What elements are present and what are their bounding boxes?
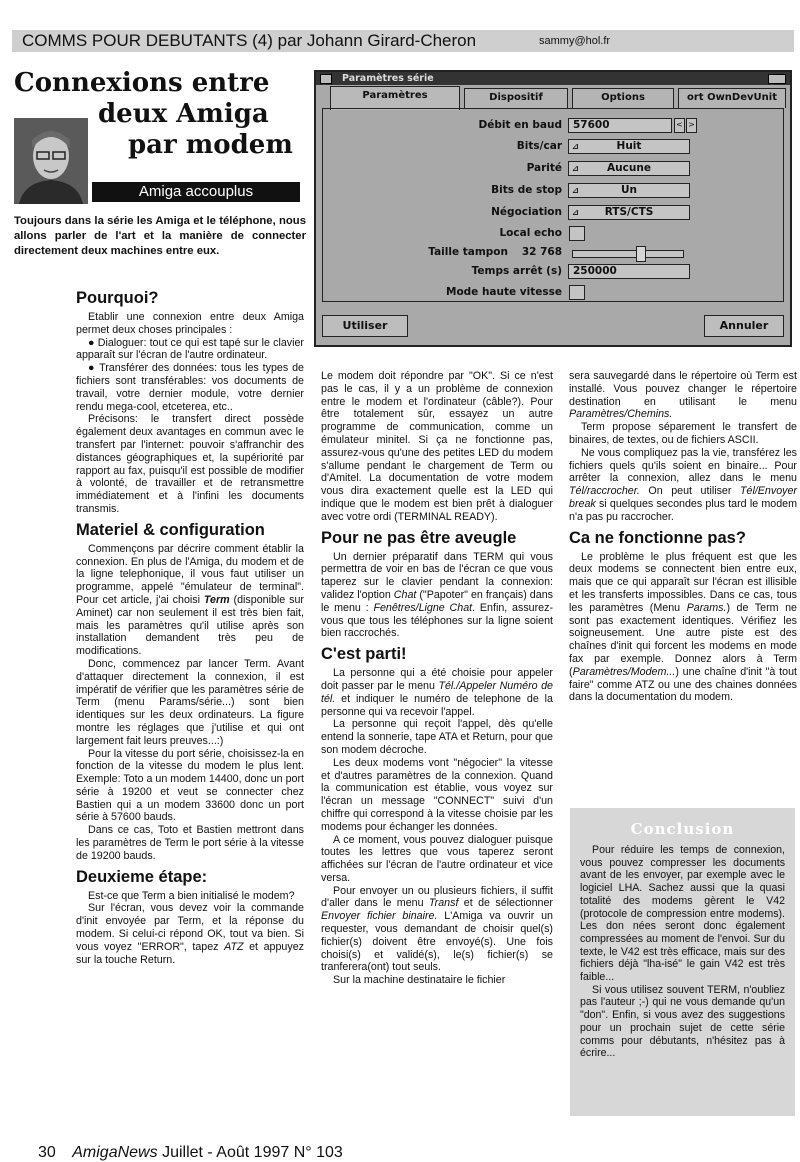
paragraph: Un dernier préparatif dans TERM qui vous permettra de voir en bas de l'écran ce que vous taperez sur le clavier pendant la connexion: validez l'option Chat ("Papoter" en français) dans le menu : Fenêtres/Ligne Chat. Enfin, assurez-vous que tous les téléphones sur la ligne soient bien raccrochés. — [321, 550, 554, 640]
section-header — [12, 30, 794, 52]
handshake-label: Négociation — [491, 206, 562, 218]
local-echo-checkbox[interactable] — [569, 226, 585, 241]
parity-cycle[interactable]: ⊿ Aucune — [568, 161, 690, 176]
paragraph: Commençons par décrire comment établir la connexion. En plus de l'Amiga, du modem et de la ligne telephonique, il vous faut utiliser un programme, appelé "émulateur de terminal". Pour cet article, j'ai choisi Term (disponible sur Aminet) car non seulement il est très bien fait, mais les paramètres qu'il utilise après son installation demandent très peu de modifications. — [76, 542, 304, 658]
baud-increase-button[interactable]: > — [686, 118, 697, 133]
high-speed-label: Mode haute vitesse — [446, 286, 562, 298]
issue-info: Juillet - Août 1997 N° 103 — [162, 1144, 343, 1161]
paragraph: Le modem doit répondre par "OK". Si ce n'est pas le cas, il y a un problème de connexion entre le modem et l'ordinateur (câble?). Pour être totalement sûr, essayez un autre programme de communication, comme un émulateur minitel. Si ça ne fonctionne pas, assurez-vous qu'une des petites LED du modem s'allume pendant le chargement de Term ou d'Amitel. La documentation de votre modem vous dira exactement quelle est la LED qui indique que le modem est bien prêt à dialoguer avec votre ordi (TERMINAL READY). — [321, 370, 553, 523]
window-title: Paramètres série — [342, 73, 434, 84]
bullet-item: ● Transférer des données: tous les types de fichiers sont transférables: vos documents de travail, votre dernier module, votre dernier rendu mega-cool, etceterea, etc.. — [76, 362, 304, 413]
buffer-size-value: 32 768 — [521, 246, 562, 258]
use-button[interactable]: Utiliser — [322, 315, 408, 337]
baud-rate-field[interactable]: 57600 — [568, 118, 672, 133]
handshake-cycle[interactable]: ⊿ RTS/CTS — [568, 205, 690, 220]
close-gadget-icon[interactable] — [320, 74, 332, 84]
stop-bits-label: Bits de stop — [491, 184, 562, 196]
paragraph: Sur la machine destinataire le fichier — [333, 974, 506, 987]
paragraph: Précisons: le transfert direct possède également deux avantages en commun avec le transfert par l'internet: pouvoir s'affranchir des distances géographiques et, la supériorité par rapport au fax, puisqu'il est possible de modifier à volonté, de travailler et de retransmettre immédiatement et à l'infini les documents transmis. — [76, 413, 304, 515]
heading-deuxieme: Deuxieme étape: — [76, 867, 208, 886]
page-number: 30 — [38, 1144, 56, 1161]
heading-materiel: Materiel & configuration — [76, 520, 265, 539]
baud-decrease-button[interactable]: < — [674, 118, 685, 133]
timeout-field[interactable]: 250000 — [568, 264, 690, 279]
paragraph: Donc, commencez par lancer Term. Avant d'attaquer directement la connexion, il est impératif de vérifier que les paramètres série de Term (menu Params/série...) sont bien identiques sur les deux ordinateurs. La figure montre les réglages que j'utilise et qui ont largement fait leurs preuves...:) — [76, 657, 304, 747]
paragraph: Si vous utilisez souvent TERM, n'oubliez pas l'auteur ;-) qui ne vous demande qu'un "don". Enfin, si vous avez des suggestions pour un prochain sujet de cette série comms pour débutants, n'hésitez pas à écrire... — [580, 983, 785, 1060]
paragraph: Dans ce cas, Toto et Bastien mettront dans les paramètres de Term le port série à la vitesse de 19200 bauds. — [76, 824, 304, 862]
page-footer — [38, 1144, 343, 1162]
heading-parti: C'est parti! — [321, 645, 407, 664]
baud-rate-label: Débit en baud — [478, 119, 562, 131]
timeout-label: Temps arrêt (s) — [471, 265, 562, 277]
column-1 — [76, 284, 304, 966]
article-tagline: Amiga accouplus — [92, 182, 300, 202]
heading-fonctionne: Ca ne fonctionne pas? — [569, 528, 746, 547]
tab-owndevunit[interactable]: ort OwnDevUnit — [678, 88, 786, 108]
tab-dispositif[interactable]: Dispositif — [464, 88, 568, 108]
heading-aveugle: Pour ne pas être aveugle — [321, 528, 517, 547]
paragraph: Pour réduire les temps de connexion, vous pouvez compresser les documents avant de les envoyer, par exemple avec le logiciel LHA. Sachez aussi que la quasi totalité des modems gèrent le V42 (protocole de compression entre modems). Les don nées seront donc également compressées au moment de l'envoi. Sur du texte, le V42 est très efficace, mais sur des fichiers déjà "lha-isé" le gain V42 est très faible... — [580, 844, 785, 984]
cancel-button[interactable]: Annuler — [704, 315, 784, 337]
buffer-size-label: Taille tampon — [428, 246, 508, 258]
article-title-line: par modem — [128, 130, 293, 160]
paragraph: A ce moment, vous pouvez dialoguer puisque toutes les lettres que vous taperez seront affichées sur l'écran de l'autre ordinateur et vice versa. — [321, 833, 553, 884]
conclusion-box — [570, 808, 795, 1116]
column-2 — [321, 370, 553, 987]
tab-options[interactable]: Options — [572, 88, 674, 108]
series-title: COMMS POUR DEBUTANTS (4) par Johann Girard-Cheron — [22, 31, 477, 50]
paragraph: Pour envoyer un ou plusieurs fichiers, il suffit d'aller dans le menu Transf et de sélectionner Envoyer fichier binaire. L'Amiga va ouvrir un requester, vous demandant de choisir quel(s) fichier(s) doivent être envoyé(s). Une fois choisi(s) et validé(s), le(s) fichier(s) se tranferera(ont) tout seuls. — [321, 884, 553, 974]
paragraph: Etablir une connexion entre deux Amiga permet deux choses principales : — [76, 311, 304, 336]
author-photo — [14, 118, 88, 204]
author-email: sammy@hol.fr — [539, 35, 611, 47]
magazine-name: AmigaNews — [72, 1144, 158, 1161]
paragraph: Les deux modems vont "négocier" la vitesse et d'autres paramètres de la connexion. Quand la communication est établie, vous voyez sur l'écran un message "CONNECT" suivi d'un chiffre qui correspond à la vitesse choisie par les modems pour échanger les données. — [321, 756, 553, 833]
bits-per-char-label: Bits/car — [516, 140, 562, 152]
high-speed-checkbox[interactable] — [569, 285, 585, 300]
paragraph: Term propose séparement le transfert de binaires, de textes, ou de fichiers ASCII. — [569, 421, 797, 446]
tab-parametres[interactable]: Paramètres — [330, 86, 460, 110]
heading-pourquoi: Pourquoi? — [76, 289, 159, 307]
buffer-size-slider[interactable] — [572, 250, 684, 258]
conclusion-title: Conclusion — [630, 820, 735, 838]
paragraph: sera sauvegardé dans le répertoire où Term est installé. Vous pouvez changer le répertoire destination en utilisant le menu Paramètres/Chemins. — [569, 370, 797, 421]
column-3 — [569, 370, 797, 704]
bits-per-char-cycle[interactable]: ⊿ Huit — [568, 139, 690, 154]
window-titlebar — [316, 72, 790, 85]
article-title-line: deux Amiga — [98, 99, 269, 129]
paragraph: La personne qui reçoit l'appel, dès qu'elle entend la sonnerie, tape ATA et Return, pour que son modem décroche. — [321, 718, 553, 756]
paragraph: Pour la vitesse du port série, choisissez-la en fonction de la vitesse du modem le plus lent. Exemple: Toto a un modem 14400, donc un port série à 19200 et veut se connecter chez Bastien qui a un modem 33600 donc un port série à 57600 bauds. — [76, 747, 304, 824]
stop-bits-cycle[interactable]: ⊿ Un — [568, 183, 690, 198]
paragraph: Sur l'écran, vous devez voir la commande d'init envoyée par Term, et la réponse du modem. Si celui-ci répond OK, tout va bien. Si vous voyez "ERROR", tapez ATZ et appuyez sur la touche Return. — [76, 902, 304, 966]
paragraph: Est-ce que Term a bien initialisé le modem? — [88, 889, 295, 902]
buffer-slider-knob[interactable] — [636, 246, 646, 262]
serial-settings-window — [314, 70, 792, 347]
paragraph: Ne vous compliquez pas la vie, transférez les fichiers quels qu'ils soient en binaire... Pour arrêter la connexion, allez dans le menu Tél/raccrocher. On peut utiliser Tél/Envoyer break si quelques secondes plus tard le modem n'a pas pu raccrocher. — [569, 446, 797, 523]
local-echo-label: Local echo — [499, 227, 562, 239]
paragraph: Le problème le plus fréquent est que les deux modems se connectent bien entre eux, mais que ce qui apparaît sur l'écran est illisible et les transferts impossibles. Dans ce cas, tous les paramètres (Menu Params.) de Term ne sont pas exactement identiques. Vérifiez les soigneusement. Une autre piste est des chaînes d'init qui forcent les modems en mode fax par exemple. Donnez alors à Term (Paramètres/Modem...) une chaîne d'init "à tout faire" comme ATZ ou une des chaines données dans la documentation du modem. — [569, 550, 797, 704]
paragraph: La personne qui a été choisie pour appeler doit passer par le menu Tél./Appeler Numéro de tél. et indiquer le numéro de telephone de la personne qui va recevoir l'appel. — [321, 667, 554, 718]
article-lede: Toujours dans la série les Amiga et le téléphone, nous allons parler de l'art et la manière de connecter directement deux machines entre eux. — [14, 215, 306, 257]
bullet-item: ● Dialoguer: tout ce qui est tapé sur le clavier apparaît sur l'écran de l'autre ordinateur. — [76, 336, 304, 362]
article-title-line: Connexions entre — [14, 68, 270, 98]
parity-label: Parité — [526, 162, 562, 174]
depth-gadget-icon[interactable] — [768, 74, 786, 84]
